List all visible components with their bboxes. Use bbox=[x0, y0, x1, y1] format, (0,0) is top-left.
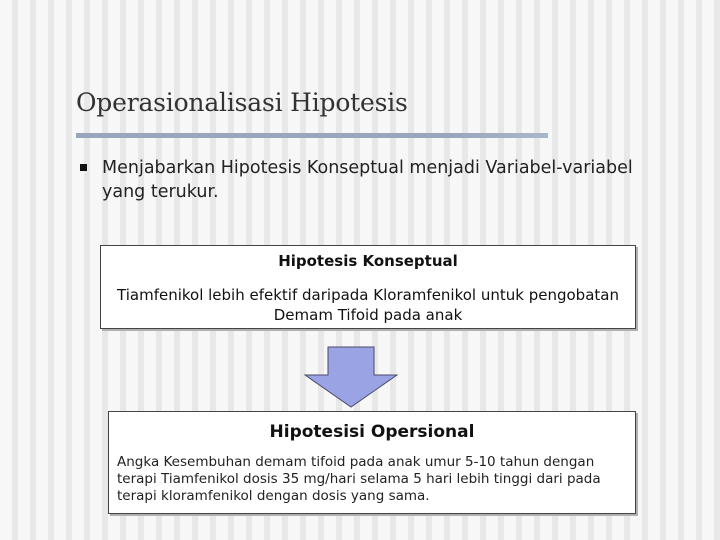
square-bullet-icon bbox=[80, 164, 87, 171]
down-arrow-shape bbox=[305, 347, 397, 407]
slide-title: Operasionalisasi Hipotesis bbox=[76, 88, 408, 117]
operational-hypothesis-text: Angka Kesembuhan demam tifoid pada anak umur 5-10 tahun dengan terapi Tiamfenikol dosis 35 mg/hari selama 5 hari lebih tinggi dari pada terapi kloramfenikol dengan dosis yang sama. bbox=[117, 454, 601, 504]
down-arrow-icon bbox=[304, 346, 398, 408]
operational-hypothesis-title: Hipotesisi Opersional bbox=[269, 422, 475, 442]
operational-hypothesis-box bbox=[108, 411, 636, 514]
conceptual-hypothesis-box bbox=[100, 245, 636, 329]
title-underline bbox=[76, 133, 548, 138]
bullet-text: Menjabarkan Hipotesis Konseptual menjadi Variabel-variabel yang terukur. bbox=[102, 158, 633, 202]
conceptual-hypothesis-title: Hipotesis Konseptual bbox=[278, 252, 458, 270]
conceptual-hypothesis-text: Tiamfenikol lebih efektif daripada Kloramfenikol untuk pengobatan Demam Tifoid pada anak bbox=[117, 286, 619, 324]
